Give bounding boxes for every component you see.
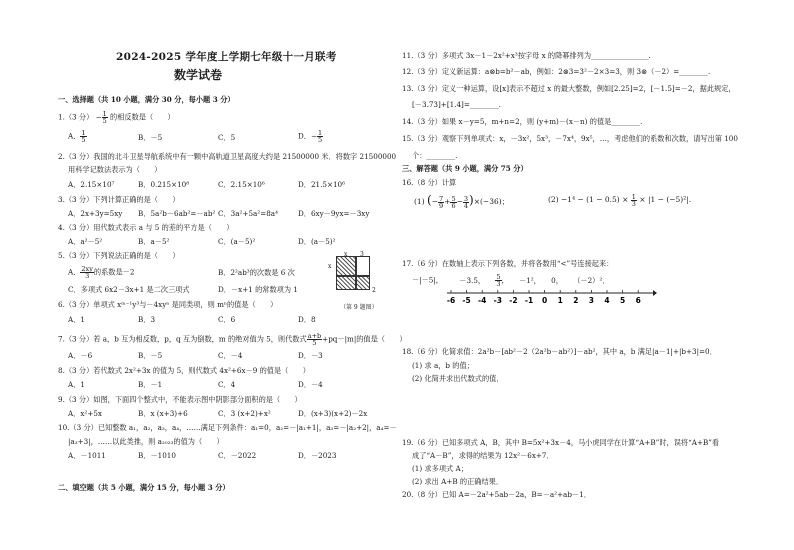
q4-option-c: C．(a－5)² bbox=[218, 237, 256, 246]
q5-stem: 5.（3 分）下列说法正确的是（ ） bbox=[58, 251, 180, 260]
q8-stem: 8.（3 分）若代数式 2x²+3x 的值为 5，则代数式 4x²+6x－9 的值是（ ） bbox=[58, 366, 310, 375]
q18-stem: 18.（6 分）化简求值：2a²b－[ab²－2（2a²b－ab²）]－ab²，其中 a，b 满足|a－1|+|b+3|=0． bbox=[402, 347, 717, 356]
q2-option-a: A．2.15×10⁷ bbox=[68, 180, 115, 189]
exam-header-title: 2024-2025 学年度上学期七年级十一月联考 bbox=[116, 51, 337, 63]
q9-figure bbox=[336, 256, 370, 300]
q10-option-b: B．－1010 bbox=[138, 451, 176, 460]
q12: 12.（3 分）定义新运算：a⊗b=b²－ab，例如：2⊗3=3²－2×3=3，则 3⊗（－2）=________. bbox=[402, 67, 711, 76]
q2-stem-line2: 用科学记数法表示为（ ） bbox=[68, 165, 162, 174]
section-3-heading: 三、解答题（共 9 小题，满分 75 分） bbox=[402, 164, 528, 173]
q18-part1: (1) 求 a，b 的值； bbox=[412, 361, 474, 370]
q10-option-d: D．－2023 bbox=[298, 451, 337, 460]
q13-line2: [－3.73]+[1.4]=________. bbox=[412, 100, 501, 109]
q7-stem: 7.（3 分）若 a，b 互为相反数，p，q 互为倒数，m 的绝对值为 5，则代数式 $\frac{a+b}{5}$ +pq－|m|的值是（ ） bbox=[58, 332, 407, 347]
q2-stem: 2.（3 分）我国的北斗卫星导航系统中有一颗中高轨道卫星高度大约是 21500000 米．将数字 21500000 bbox=[58, 152, 397, 161]
q4-stem: 4.（3 分）用代数式表示 a 与 5 的差的平方是（ ） bbox=[58, 223, 234, 232]
number-line bbox=[447, 285, 657, 309]
axis-tick-label: 4 bbox=[604, 296, 610, 305]
q16-stem: 16.（8 分）计算 bbox=[402, 178, 457, 187]
q2-option-d: D．21.5×10⁶ bbox=[298, 180, 346, 189]
q9-option-a: A．x²+5x bbox=[68, 409, 102, 418]
q4-option-a: A．a²－5² bbox=[68, 237, 103, 246]
q6-option-a: A．1 bbox=[68, 315, 85, 324]
axis-tick-label: -2 bbox=[509, 296, 518, 305]
axis-tick-label: 3 bbox=[588, 296, 595, 305]
q16-part1: (1) (− $\frac{7}{9}$ + $\frac{5}{6}$ − $\frac{3}{4}$ )×(−36)； bbox=[414, 193, 510, 210]
axis-tick-label: -4 bbox=[478, 296, 487, 305]
q1-option-d: D．− $\frac{1}{5}$ bbox=[298, 129, 323, 144]
figure-bottom-right-region bbox=[356, 276, 370, 290]
q11: 11.（3 分）多项式 3x－1－2x²+x³按字母 x 的降幂排列为________________. bbox=[402, 51, 651, 60]
figure-label-2: 2 bbox=[372, 287, 376, 294]
q10-stem: 10.（3 分）已知整数 a₁，a₂，a₃，a₄，……满足下列条件：a₁=0，a₂=－|a₁+1|，a₃=－|a₂+2|，a₄=－ bbox=[58, 423, 397, 432]
q3-stem: 3.（3 分）下列计算正确的是（ ） bbox=[58, 195, 180, 204]
axis-tick-label: 2 bbox=[573, 296, 579, 305]
q5-option-c: C．多项式 6x2－3x+1 是二次三项式 bbox=[68, 285, 190, 294]
q7-option-d: D．－3 bbox=[298, 351, 323, 360]
q9-option-b: B．x (x+3)+6 bbox=[138, 409, 188, 418]
q8-option-c: C．4 bbox=[218, 380, 236, 389]
q3-option-b: B．5a²b－6ab²=－ab² bbox=[138, 209, 216, 218]
q7-option-c: C．－4 bbox=[218, 351, 243, 360]
q19-stem-line2: 成了“A－B”，求得的结果为 12x²－6x+7． bbox=[412, 451, 554, 460]
q18-part2: (2) 化简并求出代数式的值． bbox=[412, 374, 504, 383]
q8-option-d: D．－4 bbox=[298, 380, 323, 389]
q16-part2: (2) −1⁴ − (1 − 0.5) × $\frac{1}{3}$ × |1 − (−5)²|. bbox=[548, 192, 692, 208]
q3-option-c: C．3a²+5a²=8a⁴ bbox=[218, 209, 278, 218]
section-2-heading: 二、填空题（共 5 小题，满分 15 分，每小题 3 分） bbox=[58, 483, 230, 492]
q10-option-a: A．－1011 bbox=[68, 451, 106, 460]
q1-option-a: A． $\frac{1}{5}$ bbox=[68, 129, 86, 144]
q17-stem: 17.（6 分）在数轴上表示下列各数，并将各数用“<”号连接起来： bbox=[402, 259, 614, 268]
q4-option-b: B．a－5² bbox=[138, 237, 170, 246]
q2-option-c: C．2.15×10⁶ bbox=[218, 180, 265, 189]
q1-stem: 1.（3 分） − $\frac{1}{5}$ 的相反数是（ ） bbox=[58, 110, 175, 125]
figure-caption: （第 9 题图） bbox=[340, 304, 378, 311]
figure-top-right-region bbox=[356, 256, 370, 276]
q1-option-c: C．5 bbox=[218, 133, 236, 142]
q6-option-c: C．6 bbox=[218, 315, 236, 324]
q8-option-a: A．1 bbox=[68, 380, 85, 389]
axis-tick-label: -1 bbox=[524, 296, 534, 305]
q9-stem: 9.（3 分）如图，下面四个整式中，不能表示图中阴影部分面积的是（ ） bbox=[58, 395, 302, 404]
axis-tick-label: 6 bbox=[635, 296, 641, 305]
axis-tick-label: -6 bbox=[447, 296, 456, 305]
axis-tick-label: 1 bbox=[557, 296, 563, 305]
q10-option-c: C．－2022 bbox=[218, 451, 257, 460]
q9-option-c: C．3 (x+2)+x² bbox=[218, 409, 271, 418]
q5-option-d: D．－x+1 的常数项为 1 bbox=[218, 285, 298, 294]
q9-option-d: D．(x+3)(x+2)－2x bbox=[298, 409, 368, 418]
q1-option-b: B．－5 bbox=[138, 133, 163, 142]
figure-label-x-top: x bbox=[344, 251, 348, 258]
q3-option-a: A．2x+3y=5xy bbox=[68, 209, 123, 218]
q4-option-d: D．(a－5)² bbox=[298, 237, 336, 246]
axis-tick-label: -3 bbox=[493, 296, 502, 305]
q2-option-b: B．0.215×10⁸ bbox=[138, 180, 190, 189]
q7-option-a: A．－6 bbox=[68, 351, 93, 360]
figure-bottom-left-region bbox=[336, 276, 356, 290]
q5-option-b: B．2²ab³的次数是 6 次 bbox=[218, 268, 295, 277]
axis-tick-label: 5 bbox=[619, 296, 626, 305]
figure-label-3: 3 bbox=[360, 251, 364, 258]
figure-label-x-left: x bbox=[328, 263, 332, 270]
q20-stem: 20.（8 分）已知 A=－2a²+5ab－2a，B=－a²+ab－1． bbox=[402, 490, 591, 499]
q13-line1: 13.（3 分）定义一种运算，设[x]表示不超过 x 的最大整数，例如[2.25]=2，[－1.5]=－2，据此规定， bbox=[402, 84, 736, 93]
q19-stem-line1: 19.（6 分）已知多项式 A，B，其中 B=5x²+3x－4，马小虎同学在计算“A+B”时，误将“A+B”看 bbox=[402, 438, 720, 447]
axis-tick-label: 0 bbox=[541, 296, 548, 305]
q19-part1: (1) 求多项式 A； bbox=[412, 464, 468, 473]
q5-option-a: A． $\frac{2xy}{3}$ 的系数是－2 bbox=[68, 265, 135, 280]
q10-stem-line2: |a₃+3|，……以此类推，则 a₂₀₂₃的值为（ ） bbox=[68, 437, 224, 446]
q6-stem: 6.（3 分）单项式 xᵐ⁻¹y³与－4xyⁿ 是同类项，则 mⁿ的值是（ ） bbox=[58, 300, 278, 309]
q8-option-b: B．－1 bbox=[138, 380, 163, 389]
exam-subject-title: 数学试卷 bbox=[174, 68, 223, 82]
q15-line2: 个：________. bbox=[412, 151, 458, 160]
q19-part2: (2) 求出 A+B 的正确结果． bbox=[412, 477, 504, 486]
section-1-heading: 一、选择题（共 10 小题，满分 30 分，每小题 3 分） bbox=[58, 95, 235, 104]
q6-option-d: D．8 bbox=[298, 315, 316, 324]
q3-option-d: D．6xy－9yx=－3xy bbox=[298, 209, 370, 218]
axis-tick-label: -5 bbox=[462, 296, 471, 305]
q17-numbers: －|－5|， －3.5， $\frac{5}{3}$ ， －1²， 0， （－2）²． bbox=[412, 273, 610, 288]
q7-option-b: B．－5 bbox=[138, 351, 163, 360]
q6-option-b: B．3 bbox=[138, 315, 156, 324]
q14: 14.（3 分）如果 x－y=5，m+n=2，则 (y+m)－(x－n) 的值是________. bbox=[402, 117, 643, 126]
figure-square-region bbox=[336, 256, 356, 276]
q15-line1: 15.（3 分）观察下列单项式：x，－3x²，5x³，－7x⁴，9x⁵，…，考虑他们的系数和次数，请写出第 100 bbox=[402, 134, 738, 143]
